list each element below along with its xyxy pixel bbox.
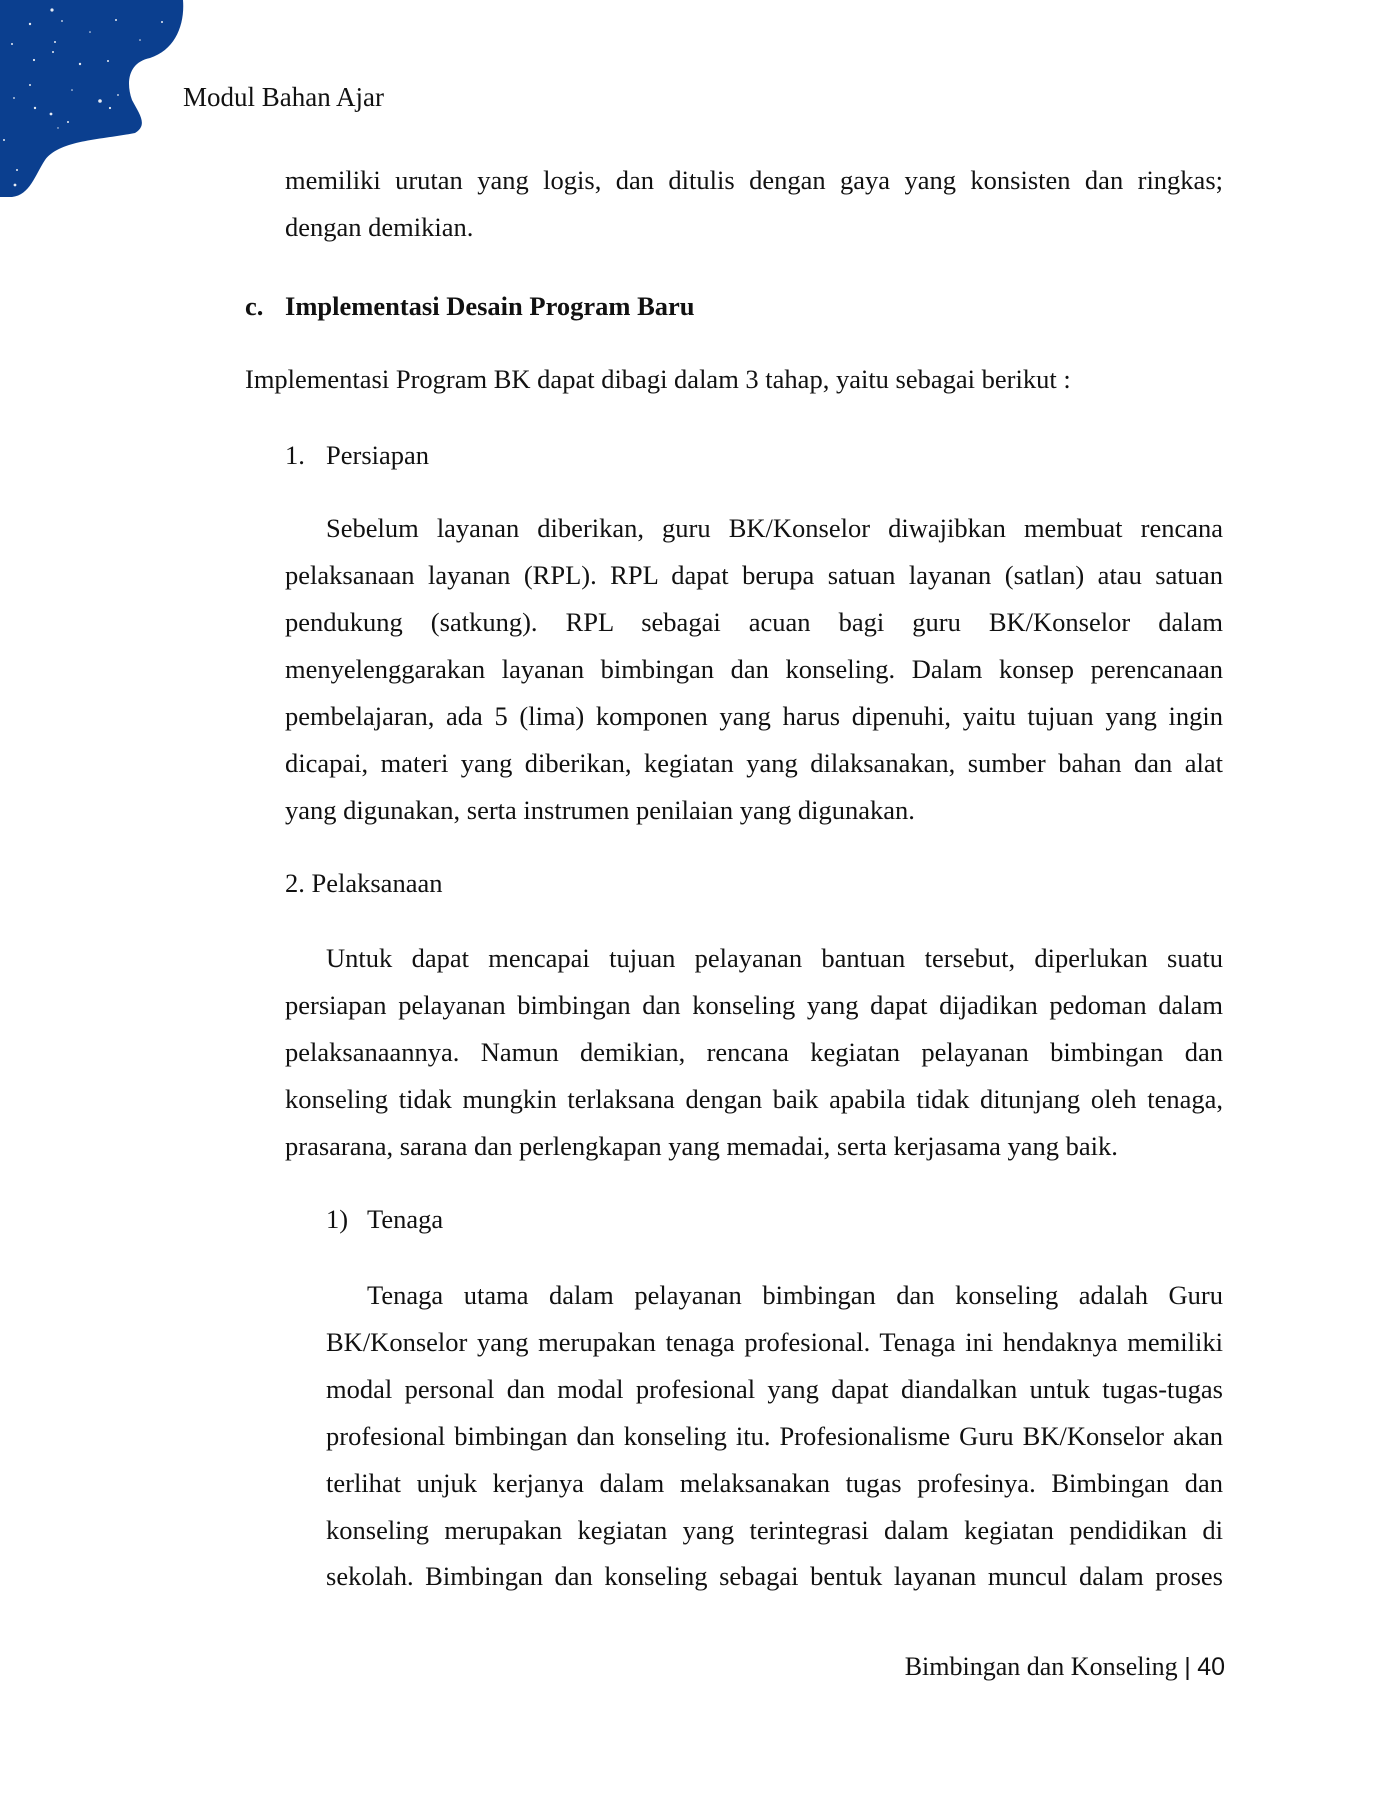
paragraph-line: prasarana, sarana dan perlengkapan yang memadai, serta kerjasama yang baik. [285, 1131, 1118, 1161]
paragraph-line: memiliki urutan yang logis, dan ditulis dengan gaya yang konsisten dan ringkas; [285, 165, 1223, 195]
list-marker: 1) [326, 1204, 349, 1234]
paragraph-line: konseling merupakan kegiatan yang terintegrasi dalam kegiatan pendidikan di [326, 1515, 1223, 1545]
paragraph-line: pembelajaran, ada 5 (lima) komponen yang harus dipenuhi, yaitu tujuan yang ingin [285, 701, 1223, 731]
paragraph-line: persiapan pelayanan bimbingan dan konseling yang dapat dijadikan pedoman dalam [285, 990, 1223, 1020]
paragraph-line: pelaksanaan layanan (RPL). RPL dapat berupa satuan layanan (satlan) atau satuan [285, 560, 1223, 590]
paragraph-line: modal personal dan modal profesional yang dapat diandalkan untuk tugas-tugas [326, 1374, 1223, 1404]
page-footer [905, 1652, 1225, 1682]
page-number: 40 [1197, 1653, 1225, 1681]
paragraph-line: BK/Konselor yang merupakan tenaga profesional. Tenaga ini hendaknya memiliki [326, 1327, 1223, 1357]
paragraph-line: konseling tidak mungkin terlaksana dengan baik apabila tidak ditunjang oleh tenaga, [285, 1084, 1223, 1114]
paragraph-line: pendukung (satkung). RPL sebagai acuan bagi guru BK/Konselor dalam [285, 607, 1223, 637]
decorative-blob-corner [0, 0, 200, 200]
section-heading: Implementasi Desain Program Baru [285, 291, 695, 321]
footer-book-title: Bimbingan dan Konseling [904, 1652, 1178, 1681]
paragraph-line: pelaksanaannya. Namun demikian, rencana kegiatan pelayanan bimbingan dan [285, 1037, 1223, 1067]
running-header-title: Modul Bahan Ajar [183, 82, 384, 112]
paragraph-line: Sebelum layanan diberikan, guru BK/Konselor diwajibkan membuat rencana [326, 513, 1223, 543]
paragraph-line: profesional bimbingan dan konseling itu. Profesionalisme Guru BK/Konselor akan [326, 1421, 1223, 1451]
list-marker: 1. [285, 440, 305, 470]
subheading-tenaga: Tenaga [367, 1204, 444, 1234]
paragraph-line: yang digunakan, serta instrumen penilaian yang digunakan. [285, 795, 915, 825]
paragraph-line: terlihat unjuk kerjanya dalam melaksanakan tugas profesinya. Bimbingan dan [326, 1468, 1223, 1498]
paragraph-line: dicapai, materi yang diberikan, kegiatan yang dilaksanakan, sumber bahan dan alat [285, 748, 1223, 778]
step-heading-pelaksanaan: 2. Pelaksanaan [285, 868, 443, 898]
paragraph-line: menyelenggarakan layanan bimbingan dan konseling. Dalam konsep perencanaan [285, 654, 1223, 684]
paragraph-line: Untuk dapat mencapai tujuan pelayanan bantuan tersebut, diperlukan suatu [326, 943, 1223, 973]
paragraph-line: Tenaga utama dalam pelayanan bimbingan dan konseling adalah Guru [367, 1280, 1223, 1310]
paragraph-line: sekolah. Bimbingan dan konseling sebagai bentuk layanan muncul dalam proses [326, 1561, 1223, 1591]
paragraph-line: dengan demikian. [285, 212, 474, 242]
section-intro: Implementasi Program BK dapat dibagi dalam 3 tahap, yaitu sebagai berikut : [245, 364, 1071, 394]
section-marker: c. [245, 291, 264, 321]
step-heading-persiapan: Persiapan [326, 440, 430, 470]
footer-separator: | [1184, 1653, 1191, 1681]
